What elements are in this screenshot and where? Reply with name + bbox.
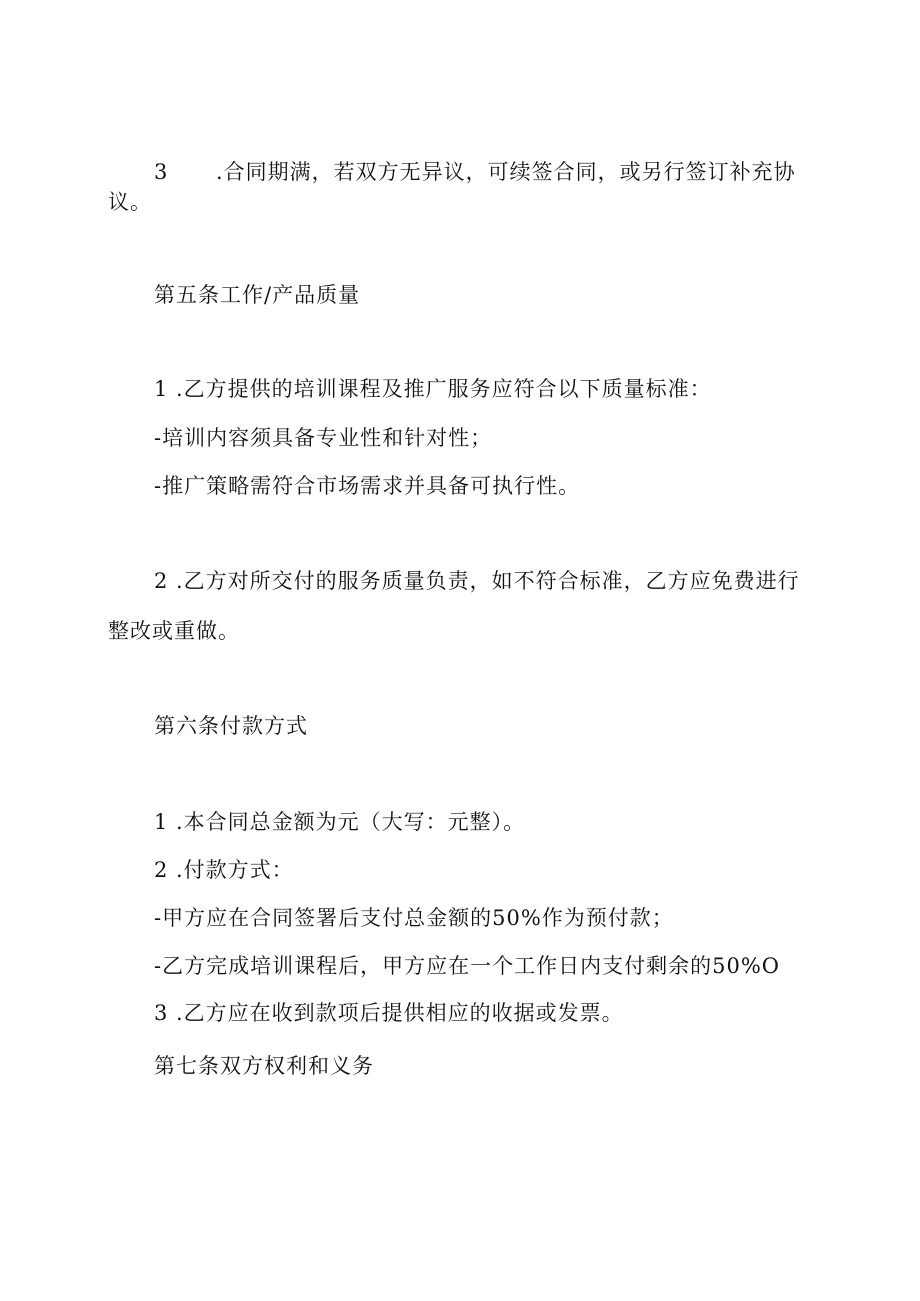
clause-4-item-3-line-1 — [154, 160, 796, 184]
clause-6-heading: 第六条付款方式 — [154, 714, 308, 738]
item-text: .合同期满，若双方无异议，可续签合同，或另行签订补充协 — [216, 160, 796, 184]
item-number: 1 — [154, 810, 169, 834]
clause-4-item-3-line-2: 议。 — [108, 190, 152, 214]
item-number: 3 — [154, 1001, 169, 1025]
clause-5-item-1 — [154, 377, 712, 401]
item-number: 1 — [154, 377, 169, 401]
clause-5-bullet-2: -推广策略需符合市场需求并具备可执行性。 — [154, 474, 581, 498]
clause-6-item-3 — [154, 1001, 624, 1025]
item-number: 2 — [154, 858, 169, 882]
item-number: 3 — [154, 160, 169, 184]
clause-7-heading: 第七条双方权利和义务 — [154, 1054, 374, 1078]
clause-5-bullet-1: -培训内容须具备专业性和针对性； — [154, 426, 493, 450]
item-text: .本合同总金额为元（大写：元整）。 — [176, 810, 526, 834]
clause-6-bullet-2: -乙方完成培训课程后，甲方应在一个工作日内支付剩余的50%O — [154, 954, 780, 978]
clause-5-heading: 第五条工作/产品质量 — [154, 283, 361, 307]
item-text: .付款方式： — [176, 858, 294, 882]
clause-6-item-1 — [154, 810, 525, 834]
item-text: .乙方提供的培训课程及推广服务应符合以下质量标准： — [176, 377, 712, 401]
item-number: 2 — [154, 569, 169, 593]
clause-5-item-2-line-2: 整改或重做。 — [108, 619, 240, 643]
item-text: .乙方应在收到款项后提供相应的收据或发票。 — [176, 1001, 624, 1025]
clause-6-bullet-1: -甲方应在合同签署后支付总金额的50%作为预付款； — [154, 906, 674, 930]
clause-5-item-2-line-1 — [154, 569, 800, 593]
clause-6-item-2 — [154, 858, 294, 882]
item-text: .乙方对所交付的服务质量负责，如不符合标准，乙方应免费进行 — [176, 569, 800, 593]
